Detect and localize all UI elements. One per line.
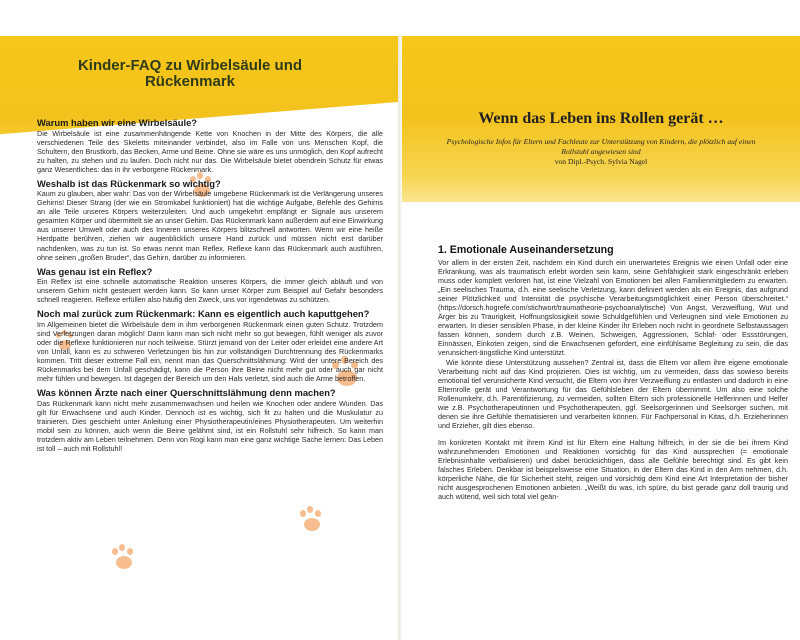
right-page-content [438,244,788,501]
faq-question: Noch mal zurück zum Rückenmark: Kann es eigentlich auch kaputtgehen? [37,308,370,320]
left-page-content [37,118,383,458]
body-paragraph: Vor allem in der ersten Zeit, nachdem ein Kind durch ein unerwartetes Ereignis wie einen Unfall oder eine Erkrankung, was als traumatisch erlebt worden sein kann, seine Gehfähigkeit stark eingeschränkt erleben muss oder komplett verloren hat, ist eine Vielzahl von Emotionen bei allen Familienmitgliedern zu erwarten. „Ein seelisches Trauma, d.h. eine seelische Verletzung, kann definiert werden als ein Ereignis, das aufgrund seiner Plötzlichkeit und Intensität die psychische Verarbeitungsmöglichkeit einer Person überschreitet.“ (https://dorsch.hogrefe.com/stichwort/traumatheorie-psychoanalytische) Von Angst, Verzweiflung, Wut und Ärger bis zu Traurigkeit, Hoffnungslosigkeit sowie Schuldgefühlen und Verleugnen sind viele Emotionen zu erwarten. In dieser sensiblen Phase, in der kleine Kinder ihr Erleben noch nicht in geordnete Selbstaussagen fassen können, sondern durch z.B. Weinen, Schweigen, Aggressionen, Schlaf- oder Essstörungen, Einnässen, Einkoten zeigen, sind die Erwachsenen gefordert, eine einfühlsame Begleitung zu sein, die das verunsichert-ängstliche Kind unterstützt. [438,258,788,358]
faq-answer: Ein Reflex ist eine schnelle automatische Reaktion unseres Körpers, die immer gleich abläuft und von unserem Gehirn nicht gesteuert werden kann. So kann unser Körper zum Beispiel auf Gefahr besonders schnell reagieren. Reflexe erfüllen also häufig den Zweck, uns vor irgendetwas zu schützen. [37,277,383,305]
faq-answer: Das Rückenmark kann nicht mehr zusammenwachsen und heilen wie Knochen oder andere Wunden. Das gilt für Erwachsene und auch Kinder. Dennoch ist es wichtig, sich fit zu halten und die Muskulatur zu trainieren. Dies geschieht unter Anleitung einer Physiotherapeutin/eines Physiotherapeuten. Um weiterhin mobil sein zu können, auch wenn die Beine gelähmt sind, ist ein Rollstuhl sehr hilfreich. So kann man trotzdem aktiv am Leben teilnehmen. Denn von Rogi kann man eine ganz wichtige Sache lernen: Das Leben ist toll – auch mit Rollstuhl! [37,398,383,453]
faq-question: Was können Ärzte nach einer Querschnittslähmung denn machen? [37,387,336,399]
author-line: von Dipl.-Psych. Sylvia Nagel [554,157,648,166]
right-page-subtitle-block [442,137,760,167]
faq-question: Was genau ist ein Reflex? [37,265,153,277]
brochure-spread [0,36,800,640]
right-page-title: Wenn das Leben ins Rollen gerät … [478,110,724,127]
left-page-title: Kinder-FAQ zu Wirbelsäule und Rückenmark [77,57,303,90]
faq-question: Weshalb ist das Rückenmark so wichtig? [37,177,221,189]
body-paragraph: Im konkreten Kontakt mit ihrem Kind ist für Eltern eine Haltung hilfreich, in der sie die bei ihrem Kind wahrzunehmenden Emotionen und Reaktionen vorsichtig für das Kind aussprechen (= emotionale Erlebnisinhalte verbalisieren) und dabei berücksichtigen, dass alle Gefühle berechtigt sind. Es gibt kein falsches Erleben. Denkbar ist beispielsweise eine Situation, in der Eltern das Kind in den Arm nehmen, d.h. körperliche Nähe, die für Sicherheit steht, zeigen und vorsichtig dem Kind eine Art Interpretation der bisher nicht ausgesprochenen Emotionen anbieten. „Weißt du was, ich spüre, du bist gerade ganz doll traurig und auch wütend, weil sich total viel geän- [438,437,788,502]
faq-answer: Im Allgemeinen bietet die Wirbelsäule dem in ihm verborgenen Rückenmark einen guten Schutz. Trotzdem sind Verletzungen daran möglich! Dann kann man sich nicht mehr so gut bewegen, fühlt weniger als zuvor oder die Reflexe funktionieren nur noch teilweise. Stürzt jemand von der Leiter oder erleidet eine andere Art von Unfall, kann es zu schweren Verletzungen bis hin zur vollständigen Durchtrennung des Rückenmarks kommen. Tritt dieser extreme Fall ein, nennt man das Querschnittslähmung: Wird der untere Bereich des Rückenmarks bei dem Unfall geschädigt, kann die Person ihre Beine nicht mehr gut oder auch gar nicht mehr fühlen und bewegen. Ist dagegen der Bereich um den Hals verletzt, sind auch die Arme betroffen. [37,319,383,384]
right-page [402,36,800,640]
faq-answer: Kaum zu glauben, aber wahr: Das von der Wirbelsäule umgebene Rückenmark ist die Verlängerung unseres Gehirns! Dieser Strang (der wie ein Stromkabel funktioniert) hat die wichtige Aufgabe, Befehle des Gehirns an alle Teile unseres Körpers weiterzuleiten. Und auch umgekehrt empfängt er Signale aus unserem gesamten Körper und übermittelt sie an unser Gehirn. Das Rückenmark kann außerdem auf eine Einwirkung aus unserer Umwelt oder auch des Inneren unseres Körpers blitzschnell antworten. Wenn wir eine heiße Herdpatte berühren, ziehen wir augenblicklich unsere Hand zurück und müssen nicht erst darüber nachdenken, was zu tun ist. So etwas nennt man Reflex. Reflexe kann das Rückenmark auch ausführen, ohne seinen „großen Bruder“, das Gehirn, darüber zu informieren. [37,189,383,262]
right-page-subtitle: Psychologische Infos für Eltern und Fachleute zur Unterstützung von Kindern, die plötzlich auf einen Rollstuhl angewiesen sind [446,137,756,156]
body-paragraph: Wie könnte diese Unterstützung aussehen? Zentral ist, dass die Eltern vor allem ihre eigene emotionale Verarbeitung nicht auf das Kind projizieren. Dies ist wichtig, um zu vermeiden, dass das sowieso bereits emotional tief verunsicherte Kind versucht, die Eltern von ihrer Verzweiflung zu entlasten und dadurch in eine Elternrolle gerät und Verantwortung für das Gefühlsleben der Eltern übernimmt. Um also eine solche Rollenumkehr, d.h. Parentifizierung, zu vermeiden, sollten Eltern sich professionelle Helferinnen und Helfer wie z.B. Psychotherapeutinnen und Psychotherapeuten, ggf. Seelsorgerinnen und Seelsorger suchen, mit denen sie ihre Gefühle thematisieren und verarbeiten können. Für Fachpersonal in Kitas, d.h. Erzieherinnen und Erzieher, gilt dies ebenso. [438,357,788,430]
section-heading: 1. Emotionale Auseinandersetzung [438,244,614,256]
left-page [0,36,398,640]
faq-answer: Die Wirbelsäule ist eine zusammenhängende Kette von Knochen in der Mitte des Körpers, die alle verschiedenen Teile des Skeletts miteinander verbindet, also im Falle von uns Menschen Kopf, die Schultern, den Brustkorb, das Becken, Arme und Beine. Ohne sie wäre es uns unmöglich, den Kopf aufrecht zu halten, zu stehen und zu laufen. Doch nicht nur das. Die Wirbelsäule bietet obendrein Schutz für etwas ganz Wesentliches: das in ihr verborgene Rückenmark. [37,128,383,174]
faq-question: Warum haben wir eine Wirbelsäule? [37,117,198,128]
